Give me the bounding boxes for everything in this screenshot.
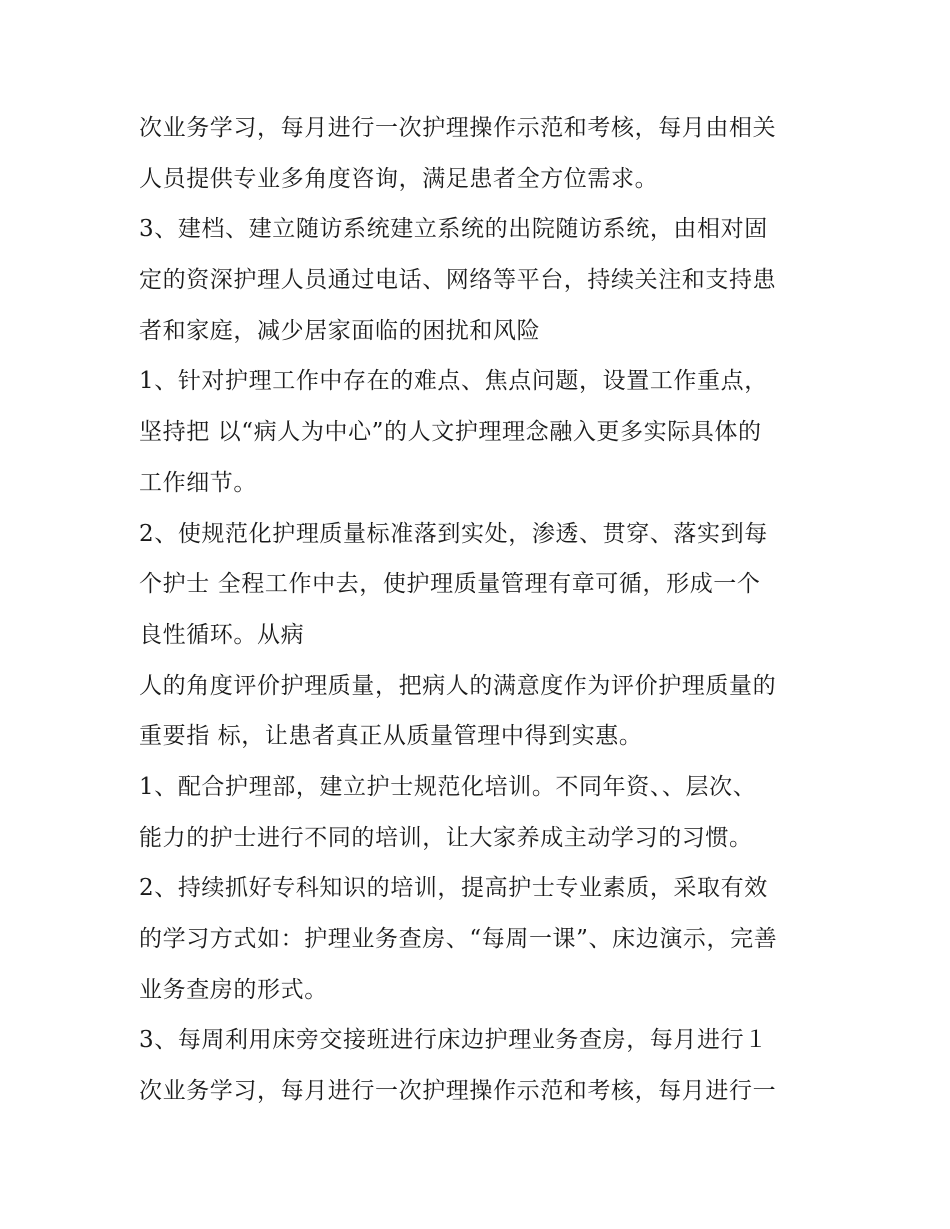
text-line: 1、针对护理工作中存在的难点、焦点问题，设置工作重点， [139, 368, 768, 395]
text-line: 2、持续抓好专科知识的培训，提高护士专业素质，采取有效 [139, 875, 768, 902]
text-line: 能力的护士进行不同的培训，让大家养成主动学习的习惯。 [139, 824, 753, 851]
text-line: 坚持把 以“病人为中心”的人文护理理念融入更多实际具体的 [139, 419, 762, 446]
text-line: 次业务学习，每月进行一次护理操作示范和考核，每月由相关 [139, 115, 777, 141]
document-body [139, 103, 829, 1117]
text-line: 业务查房的形式。 [139, 976, 328, 1003]
text-line: 人的角度评价护理质量，把病人的满意度作为评价护理质量的 [139, 672, 777, 699]
text-line: 良性循环。从病 [139, 621, 305, 648]
text-line: 3、建档、建立随访系统建立系统的出院随访系统，由相对固 [139, 216, 768, 243]
text-line: 定的资深护理人员通过电话、网络等平台，持续关注和支持患 [139, 267, 777, 294]
text-line: 人员提供专业多角度咨询，满足患者全方位需求。 [139, 165, 659, 192]
text-line: 者和家庭，减少居家面临的困扰和风险 [139, 317, 541, 344]
text-line: 个护士 全程工作中去，使护理质量管理有章可循，形成一个 [139, 571, 761, 598]
text-line: 次业务学习，每月进行一次护理操作示范和考核，每月进行一 [139, 1078, 777, 1105]
text-line: 1、配合护理部，建立护士规范化培训。不同年资、、层次、 [139, 773, 757, 800]
text-line: 工作细节。 [139, 469, 257, 496]
text-line: 2、使规范化护理质量标准落到实处，渗透、贯穿、落实到每 [139, 520, 768, 547]
text-line: 重要指 标，让患者真正从质量管理中得到实惠。 [139, 723, 643, 750]
text-line: 3、每周利用床旁交接班进行床边护理业务查房，每月进行１ [139, 1027, 768, 1054]
text-line: 的学习方式如：护理业务查房、“每周一课”、床边演示，完善 [139, 926, 778, 952]
